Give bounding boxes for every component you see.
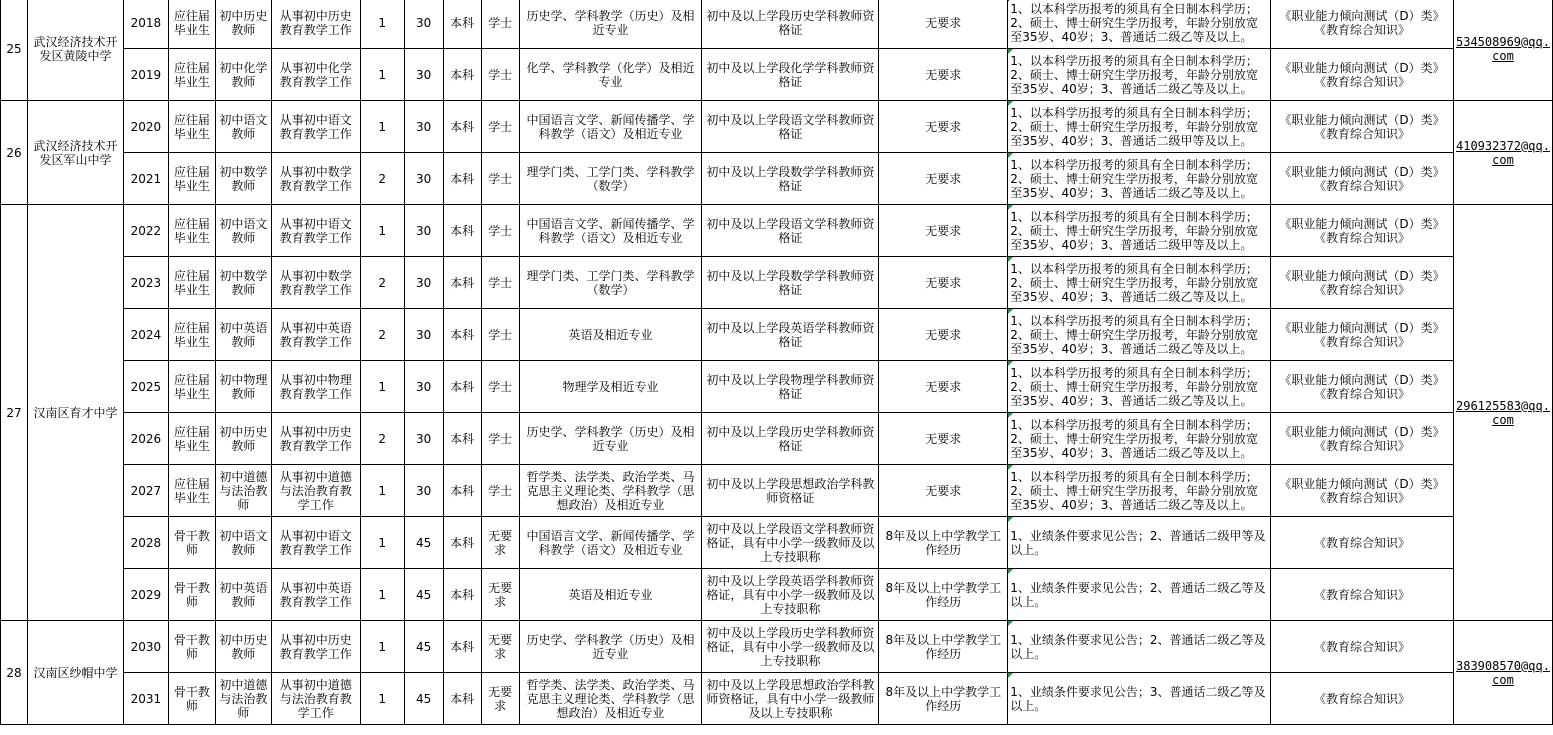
post-code-cell: 2031	[123, 673, 168, 725]
exam-subject-cell: 《教育综合知识》	[1271, 673, 1454, 725]
experience-cell: 无要求	[879, 257, 1008, 309]
age-limit-cell: 45	[404, 569, 443, 621]
degree-cell: 学士	[481, 257, 519, 309]
target-cell: 应往届毕业生	[168, 413, 215, 465]
age-limit-cell: 30	[404, 257, 443, 309]
duty-cell: 从事初中语文教育教学工作	[271, 101, 360, 153]
duty-cell: 从事初中英语教育教学工作	[271, 309, 360, 361]
unit-name-cell: 武汉经济技术开发区黄陵中学	[27, 0, 123, 101]
major-cell: 中国语言文学、新闻传播学、学科教学（语文）及相近专业	[519, 101, 702, 153]
other-requirements-cell: 1、以本科学历报考的须具有全日制本科学历；2、硕士、博士研究生学历报考，年龄分别放宽至35岁、40岁；3、普通话二级甲等及以上。	[1008, 205, 1271, 257]
certificate-cell: 初中及以上学段历史学科教师资格证	[702, 0, 879, 49]
serial-number-cell: 28	[1, 621, 28, 725]
post-name-cell: 初中语文教师	[215, 101, 271, 153]
post-name-cell: 初中语文教师	[215, 205, 271, 257]
degree-cell: 学士	[481, 361, 519, 413]
table-row	[1, 361, 1553, 413]
other-requirements-cell: 1、业绩条件要求见公告；2、普通话二级乙等及以上。	[1008, 621, 1271, 673]
post-name-cell: 初中数学教师	[215, 153, 271, 205]
count-cell: 2	[360, 413, 404, 465]
age-limit-cell: 30	[404, 101, 443, 153]
certificate-cell: 初中及以上学段思想政治学科教师资格证，具有中小学一级教师及以上专技职称	[702, 673, 879, 725]
post-name-cell: 初中历史教师	[215, 0, 271, 49]
major-cell: 哲学类、法学类、政治学类、马克思主义理论类、学科教学（思想政治）及相近专业	[519, 673, 702, 725]
other-requirements-cell: 1、业绩条件要求见公告；2、普通话二级甲等及以上。	[1008, 517, 1271, 569]
certificate-cell: 初中及以上学段物理学科教师资格证	[702, 361, 879, 413]
duty-cell: 从事初中历史教育教学工作	[271, 0, 360, 49]
post-name-cell: 初中历史教师	[215, 621, 271, 673]
education-cell: 本科	[443, 673, 481, 725]
education-cell: 本科	[443, 257, 481, 309]
post-name-cell: 初中道德与法治教师	[215, 465, 271, 517]
experience-cell: 无要求	[879, 153, 1008, 205]
experience-cell: 无要求	[879, 0, 1008, 49]
exam-subject-cell: 《教育综合知识》	[1271, 517, 1454, 569]
other-requirements-cell: 1、以本科学历报考的须具有全日制本科学历；2、硕士、博士研究生学历报考，年龄分别放宽至35岁、40岁；3、普通话二级乙等及以上。	[1008, 361, 1271, 413]
duty-cell: 从事初中数学教育教学工作	[271, 153, 360, 205]
target-cell: 应往届毕业生	[168, 0, 215, 49]
other-requirements-cell: 1、以本科学历报考的须具有全日制本科学历；2、硕士、博士研究生学历报考，年龄分别放宽至35岁、40岁；3、普通话二级甲等及以上。	[1008, 101, 1271, 153]
certificate-cell: 初中及以上学段历史学科教师资格证，具有中小学一级教师及以上专技职称	[702, 621, 879, 673]
other-requirements-cell: 1、以本科学历报考的须具有全日制本科学历；2、硕士、博士研究生学历报考，年龄分别放宽至35岁、40岁；3、普通话二级乙等及以上。	[1008, 0, 1271, 49]
contact-email-link[interactable]: 410932372@qq.com	[1453, 101, 1552, 205]
degree-cell: 学士	[481, 465, 519, 517]
target-cell: 应往届毕业生	[168, 309, 215, 361]
table-row	[1, 413, 1553, 465]
degree-cell: 无要求	[481, 569, 519, 621]
post-code-cell: 2027	[123, 465, 168, 517]
major-cell: 理学门类、工学门类、学科教学（数学）	[519, 257, 702, 309]
education-cell: 本科	[443, 153, 481, 205]
degree-cell: 学士	[481, 205, 519, 257]
table-body	[1, 0, 1553, 725]
post-code-cell: 2020	[123, 101, 168, 153]
age-limit-cell: 30	[404, 0, 443, 49]
other-requirements-cell: 1、业绩条件要求见公告；3、普通话二级乙等及以上。	[1008, 673, 1271, 725]
age-limit-cell: 30	[404, 361, 443, 413]
experience-cell: 无要求	[879, 49, 1008, 101]
count-cell: 2	[360, 153, 404, 205]
duty-cell: 从事初中物理教育教学工作	[271, 361, 360, 413]
education-cell: 本科	[443, 465, 481, 517]
table-row	[1, 0, 1553, 49]
major-cell: 中国语言文学、新闻传播学、学科教学（语文）及相近专业	[519, 517, 702, 569]
education-cell: 本科	[443, 49, 481, 101]
exam-subject-cell: 《职业能力倾向测试（D）类》《教育综合知识》	[1271, 309, 1454, 361]
exam-subject-cell: 《职业能力倾向测试（D）类》《教育综合知识》	[1271, 205, 1454, 257]
unit-name-cell: 汉南区育才中学	[27, 205, 123, 621]
experience-cell: 无要求	[879, 101, 1008, 153]
duty-cell: 从事初中英语教育教学工作	[271, 569, 360, 621]
table-row	[1, 153, 1553, 205]
exam-subject-cell: 《教育综合知识》	[1271, 569, 1454, 621]
age-limit-cell: 30	[404, 309, 443, 361]
other-requirements-cell: 1、以本科学历报考的须具有全日制本科学历；2、硕士、博士研究生学历报考，年龄分别放宽至35岁、40岁；3、普通话二级乙等及以上。	[1008, 309, 1271, 361]
post-code-cell: 2022	[123, 205, 168, 257]
major-cell: 英语及相近专业	[519, 569, 702, 621]
experience-cell: 无要求	[879, 413, 1008, 465]
target-cell: 应往届毕业生	[168, 465, 215, 517]
certificate-cell: 初中及以上学段数学学科教师资格证	[702, 153, 879, 205]
degree-cell: 无要求	[481, 621, 519, 673]
experience-cell: 8年及以上中学教学工作经历	[879, 621, 1008, 673]
contact-email-link[interactable]: 534508969@qq.com	[1453, 0, 1552, 101]
post-name-cell: 初中数学教师	[215, 257, 271, 309]
count-cell: 1	[360, 101, 404, 153]
exam-subject-cell: 《教育综合知识》	[1271, 621, 1454, 673]
target-cell: 应往届毕业生	[168, 257, 215, 309]
count-cell: 1	[360, 49, 404, 101]
education-cell: 本科	[443, 517, 481, 569]
degree-cell: 学士	[481, 101, 519, 153]
post-code-cell: 2025	[123, 361, 168, 413]
certificate-cell: 初中及以上学段语文学科教师资格证	[702, 101, 879, 153]
age-limit-cell: 30	[404, 153, 443, 205]
exam-subject-cell: 《职业能力倾向测试（D）类》《教育综合知识》	[1271, 413, 1454, 465]
table-row	[1, 621, 1553, 673]
major-cell: 英语及相近专业	[519, 309, 702, 361]
post-name-cell: 初中英语教师	[215, 569, 271, 621]
count-cell: 2	[360, 309, 404, 361]
post-code-cell: 2029	[123, 569, 168, 621]
experience-cell: 8年及以上中学教学工作经历	[879, 673, 1008, 725]
post-code-cell: 2018	[123, 0, 168, 49]
post-name-cell: 初中语文教师	[215, 517, 271, 569]
post-code-cell: 2028	[123, 517, 168, 569]
exam-subject-cell: 《职业能力倾向测试（D）类》《教育综合知识》	[1271, 49, 1454, 101]
exam-subject-cell: 《职业能力倾向测试（D）类》《教育综合知识》	[1271, 101, 1454, 153]
experience-cell: 无要求	[879, 465, 1008, 517]
post-code-cell: 2024	[123, 309, 168, 361]
major-cell: 历史学、学科教学（历史）及相近专业	[519, 621, 702, 673]
certificate-cell: 初中及以上学段语文学科教师资格证，具有中小学一级教师及以上专技职称	[702, 517, 879, 569]
other-requirements-cell: 1、以本科学历报考的须具有全日制本科学历；2、硕士、博士研究生学历报考，年龄分别放宽至35岁、40岁；3、普通话二级乙等及以上。	[1008, 413, 1271, 465]
target-cell: 应往届毕业生	[168, 361, 215, 413]
age-limit-cell: 45	[404, 517, 443, 569]
duty-cell: 从事初中数学教育教学工作	[271, 257, 360, 309]
post-code-cell: 2023	[123, 257, 168, 309]
education-cell: 本科	[443, 205, 481, 257]
table-row	[1, 517, 1553, 569]
post-name-cell: 初中历史教师	[215, 413, 271, 465]
other-requirements-cell: 1、以本科学历报考的须具有全日制本科学历；2、硕士、博士研究生学历报考，年龄分别放宽至35岁、40岁；3、普通话二级乙等及以上。	[1008, 49, 1271, 101]
degree-cell: 学士	[481, 0, 519, 49]
serial-number-cell: 25	[1, 0, 28, 101]
exam-subject-cell: 《职业能力倾向测试（D）类》《教育综合知识》	[1271, 0, 1454, 49]
post-code-cell: 2030	[123, 621, 168, 673]
exam-subject-cell: 《职业能力倾向测试（D）类》《教育综合知识》	[1271, 361, 1454, 413]
table-row	[1, 673, 1553, 725]
age-limit-cell: 30	[404, 205, 443, 257]
exam-subject-cell: 《职业能力倾向测试（D）类》《教育综合知识》	[1271, 257, 1454, 309]
degree-cell: 无要求	[481, 673, 519, 725]
age-limit-cell: 45	[404, 621, 443, 673]
target-cell: 应往届毕业生	[168, 205, 215, 257]
degree-cell: 无要求	[481, 517, 519, 569]
duty-cell: 从事初中道德与法治教育教学工作	[271, 465, 360, 517]
unit-name-cell: 武汉经济技术开发区军山中学	[27, 101, 123, 205]
serial-number-cell: 26	[1, 101, 28, 205]
target-cell: 骨干教师	[168, 569, 215, 621]
major-cell: 化学、学科教学（化学）及相近专业	[519, 49, 702, 101]
post-name-cell: 初中化学教师	[215, 49, 271, 101]
education-cell: 本科	[443, 309, 481, 361]
certificate-cell: 初中及以上学段英语学科教师资格证，具有中小学一级教师及以上专技职称	[702, 569, 879, 621]
degree-cell: 学士	[481, 49, 519, 101]
major-cell: 哲学类、法学类、政治学类、马克思主义理论类、学科教学（思想政治）及相近专业	[519, 465, 702, 517]
post-name-cell: 初中道德与法治教师	[215, 673, 271, 725]
duty-cell: 从事初中语文教育教学工作	[271, 205, 360, 257]
contact-email-link[interactable]: 383908570@qq.com	[1453, 621, 1552, 725]
table-row	[1, 465, 1553, 517]
target-cell: 骨干教师	[168, 673, 215, 725]
certificate-cell: 初中及以上学段思想政治学科教师资格证	[702, 465, 879, 517]
duty-cell: 从事初中历史教育教学工作	[271, 621, 360, 673]
unit-name-cell: 汉南区纱帽中学	[27, 621, 123, 725]
experience-cell: 8年及以上中学教学工作经历	[879, 569, 1008, 621]
certificate-cell: 初中及以上学段英语学科教师资格证	[702, 309, 879, 361]
education-cell: 本科	[443, 621, 481, 673]
target-cell: 骨干教师	[168, 621, 215, 673]
education-cell: 本科	[443, 569, 481, 621]
target-cell: 应往届毕业生	[168, 49, 215, 101]
experience-cell: 无要求	[879, 309, 1008, 361]
other-requirements-cell: 1、以本科学历报考的须具有全日制本科学历；2、硕士、博士研究生学历报考，年龄分别放宽至35岁、40岁；3、普通话二级乙等及以上。	[1008, 257, 1271, 309]
major-cell: 历史学、学科教学（历史）及相近专业	[519, 0, 702, 49]
count-cell: 1	[360, 0, 404, 49]
target-cell: 骨干教师	[168, 517, 215, 569]
table-row	[1, 205, 1553, 257]
count-cell: 1	[360, 517, 404, 569]
major-cell: 理学门类、工学门类、学科教学（数学）	[519, 153, 702, 205]
certificate-cell: 初中及以上学段历史学科教师资格证	[702, 413, 879, 465]
certificate-cell: 初中及以上学段语文学科教师资格证	[702, 205, 879, 257]
duty-cell: 从事初中化学教育教学工作	[271, 49, 360, 101]
experience-cell: 无要求	[879, 361, 1008, 413]
duty-cell: 从事初中道德与法治教育教学工作	[271, 673, 360, 725]
count-cell: 1	[360, 465, 404, 517]
table-row	[1, 101, 1553, 153]
count-cell: 1	[360, 361, 404, 413]
other-requirements-cell: 1、以本科学历报考的须具有全日制本科学历；2、硕士、博士研究生学历报考，年龄分别放宽至35岁、40岁；3、普通话二级乙等及以上。	[1008, 465, 1271, 517]
experience-cell: 无要求	[879, 205, 1008, 257]
other-requirements-cell: 1、以本科学历报考的须具有全日制本科学历；2、硕士、博士研究生学历报考，年龄分别放宽至35岁、40岁；3、普通话二级乙等及以上。	[1008, 153, 1271, 205]
certificate-cell: 初中及以上学段数学学科教师资格证	[702, 257, 879, 309]
major-cell: 物理学及相近专业	[519, 361, 702, 413]
post-code-cell: 2021	[123, 153, 168, 205]
serial-number-cell: 27	[1, 205, 28, 621]
target-cell: 应往届毕业生	[168, 101, 215, 153]
age-limit-cell: 30	[404, 465, 443, 517]
age-limit-cell: 30	[404, 413, 443, 465]
age-limit-cell: 45	[404, 673, 443, 725]
education-cell: 本科	[443, 361, 481, 413]
count-cell: 1	[360, 621, 404, 673]
post-name-cell: 初中英语教师	[215, 309, 271, 361]
age-limit-cell: 30	[404, 49, 443, 101]
table-row	[1, 569, 1553, 621]
education-cell: 本科	[443, 413, 481, 465]
major-cell: 中国语言文学、新闻传播学、学科教学（语文）及相近专业	[519, 205, 702, 257]
count-cell: 1	[360, 205, 404, 257]
degree-cell: 学士	[481, 309, 519, 361]
certificate-cell: 初中及以上学段化学学科教师资格证	[702, 49, 879, 101]
table-row	[1, 309, 1553, 361]
exam-subject-cell: 《职业能力倾向测试（D）类》《教育综合知识》	[1271, 153, 1454, 205]
count-cell: 1	[360, 569, 404, 621]
experience-cell: 8年及以上中学教学工作经历	[879, 517, 1008, 569]
duty-cell: 从事初中历史教育教学工作	[271, 413, 360, 465]
degree-cell: 学士	[481, 413, 519, 465]
education-cell: 本科	[443, 101, 481, 153]
post-code-cell: 2019	[123, 49, 168, 101]
duty-cell: 从事初中语文教育教学工作	[271, 517, 360, 569]
major-cell: 历史学、学科教学（历史）及相近专业	[519, 413, 702, 465]
table-row	[1, 257, 1553, 309]
count-cell: 2	[360, 257, 404, 309]
table-row	[1, 49, 1553, 101]
other-requirements-cell: 1、业绩条件要求见公告；2、普通话二级乙等及以上。	[1008, 569, 1271, 621]
contact-email-link[interactable]: 296125583@qq.com	[1453, 205, 1552, 621]
degree-cell: 学士	[481, 153, 519, 205]
target-cell: 应往届毕业生	[168, 153, 215, 205]
post-code-cell: 2026	[123, 413, 168, 465]
count-cell: 1	[360, 673, 404, 725]
exam-subject-cell: 《职业能力倾向测试（D）类》《教育综合知识》	[1271, 465, 1454, 517]
education-cell: 本科	[443, 0, 481, 49]
post-name-cell: 初中物理教师	[215, 361, 271, 413]
